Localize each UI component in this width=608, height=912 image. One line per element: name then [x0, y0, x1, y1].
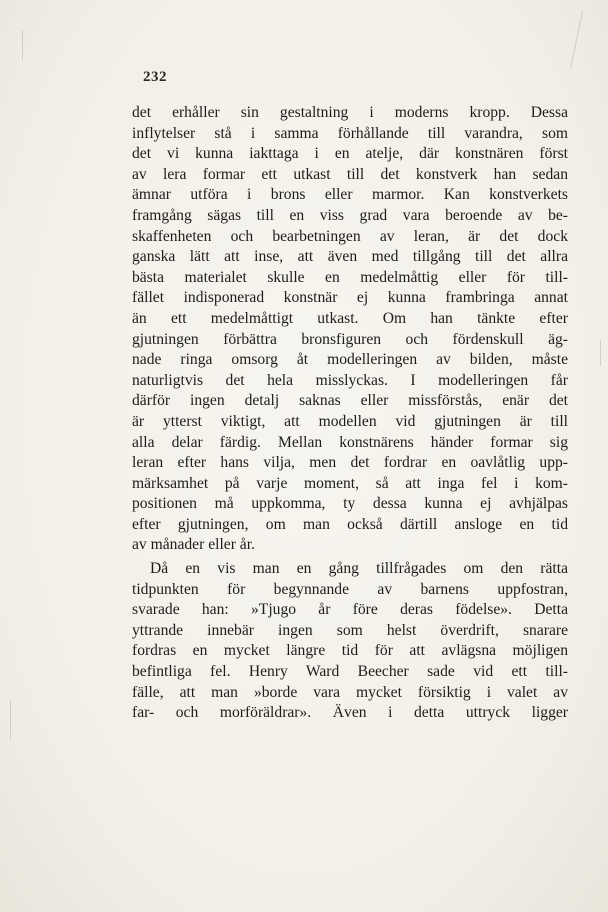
text-line: far- och morföräldrar». Även i detta uttryck ligger — [132, 704, 568, 722]
text-line: fordras en mycket längre tid för att avlägsna möjligen — [132, 642, 568, 660]
text-line: leran efter hans vilja, men det fordrar en oavlåtlig upp- — [132, 454, 568, 472]
page-number: 232 — [143, 69, 167, 85]
text-line: yttrande innebär ingen som helst överdrift, snarare — [132, 621, 568, 639]
scan-mark — [10, 700, 11, 740]
text-line: tidpunkten för begynnande av barnens uppfostran, — [132, 580, 568, 598]
text-line: framgång sägas till en viss grad vara beroende av be- — [132, 206, 568, 224]
text-line: positionen må uppkomma, ty dessa kunna ej avhjälpas — [132, 495, 568, 513]
scan-mark — [600, 340, 601, 366]
text-line: ganska lätt att inse, att även med tillgång till det allra — [132, 248, 568, 266]
scan-mark — [570, 11, 583, 70]
text-line: märksamhet på varje moment, så att inga fel i kom- — [132, 474, 568, 492]
text-line: alla delar färdig. Mellan konstnärens händer formar sig — [132, 433, 568, 451]
text-line: än ett medelmåttigt utkast. Om han tänkte efter — [132, 309, 568, 327]
scan-mark — [22, 30, 23, 60]
text-line: nade ringa omsorg åt modelleringen av bilden, måste — [132, 351, 568, 369]
text-line: av lera formar ett utkast till det konstverk han sedan — [132, 165, 568, 183]
text-line: inflytelser stå i samma förhållande till varandra, som — [132, 124, 568, 142]
text-line: det erhåller sin gestaltning i moderns kropp. Dessa — [132, 104, 568, 121]
text-line: fälle, att man »borde vara mycket försiktig i valet av — [132, 683, 568, 701]
text-line: befintliga fel. Henry Ward Beecher sade vid ett till- — [132, 663, 568, 681]
text-line: det vi kunna iakttaga i en atelje, där konstnären först — [132, 145, 568, 163]
text-line: svarade han: »Tjugo år före deras födelse». Detta — [132, 601, 568, 619]
text-line: efter gjutningen, om man också därtill ansloge en tid — [132, 515, 568, 533]
text-line: Då en vis man en gång tillfrågades om den rätta — [150, 560, 568, 578]
body-text — [132, 103, 568, 724]
text-line: gjutningen förbättra bronsfiguren och fördenskull äg- — [132, 330, 568, 348]
text-line: fället indisponerad konstnär ej kunna frambringa annat — [132, 289, 568, 307]
text-line: av månader eller år. — [132, 536, 255, 554]
text-line: ämnar utföra i brons eller marmor. Kan konstverkets — [132, 186, 568, 204]
text-line: bästa materialet skulle en medelmåttig eller för till- — [132, 268, 568, 286]
text-line: naturligtvis det hela misslyckas. I modelleringen får — [132, 371, 568, 389]
text-line: skaffenheten och bearbetningen av leran, är det dock — [132, 227, 568, 245]
text-line: därför ingen detalj saknas eller missförstås, enär det — [132, 392, 568, 410]
text-line: är ytterst viktigt, att modellen vid gjutningen är till — [132, 412, 568, 430]
paragraph — [132, 559, 568, 724]
paragraph — [132, 103, 568, 556]
